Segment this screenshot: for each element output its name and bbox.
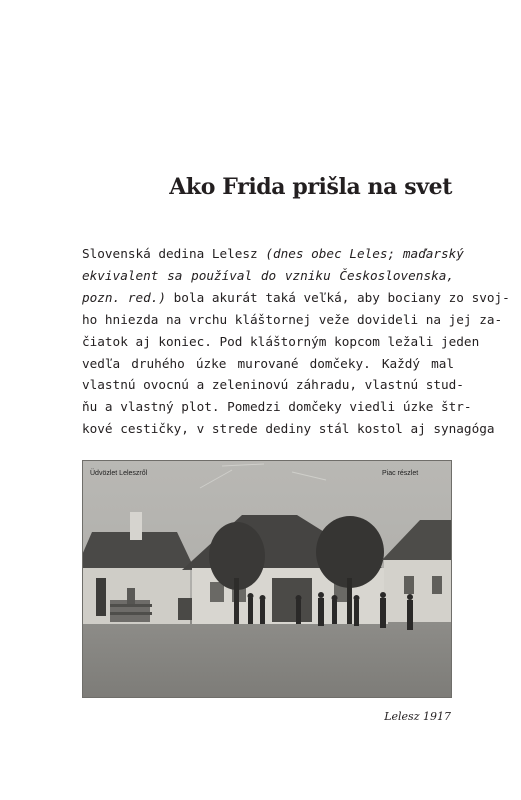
text-run: Slovenská dedina Lelesz bbox=[82, 246, 266, 261]
body-paragraph bbox=[82, 243, 510, 440]
photo-label-market: Piac részlet bbox=[382, 470, 419, 477]
body-line bbox=[82, 287, 510, 309]
text-run: čiatok aj koniec. Pod kláštorným kopcom ležali jeden bbox=[82, 333, 480, 349]
text-run: vedľa druhého úzke murované domčeky. Každý mal bbox=[82, 355, 454, 371]
photo-label-greeting: Üdvözlet Leleszről bbox=[90, 470, 148, 477]
italic-text: ekvivalent sa používal do vzniku Československa, bbox=[82, 267, 454, 283]
body-line bbox=[82, 353, 454, 375]
body-line bbox=[82, 265, 454, 287]
chapter-title: Ako Frida prišla na svet bbox=[169, 174, 452, 200]
body-line bbox=[82, 331, 480, 353]
text-run: bola akurát taká veľká, aby bociany zo svoj- bbox=[166, 289, 510, 305]
body-line bbox=[82, 418, 495, 440]
historical-photo bbox=[82, 460, 452, 698]
photo-caption: Lelesz 1917 bbox=[384, 710, 451, 723]
body-line bbox=[82, 243, 464, 265]
text-run: ňu a vlastný plot. Pomedzi domčeky viedli úzke štr- bbox=[82, 399, 472, 415]
village-square-photo bbox=[82, 460, 452, 698]
text-run: kové cestičky, v strede dediny stál kostol aj synagóga bbox=[82, 421, 495, 437]
body-line bbox=[82, 309, 503, 331]
text-run: vlastnú ovocnú a zeleninovú záhradu, vlastnú stud- bbox=[82, 377, 464, 393]
body-line bbox=[82, 374, 464, 396]
italic-text: (dnes obec Leles; maďarský bbox=[265, 246, 464, 261]
text-run: ho hniezda na vrchu kláštornej veže dovideli na jej za- bbox=[82, 311, 503, 327]
body-line bbox=[82, 396, 472, 418]
italic-text: pozn. red.) bbox=[82, 289, 167, 305]
